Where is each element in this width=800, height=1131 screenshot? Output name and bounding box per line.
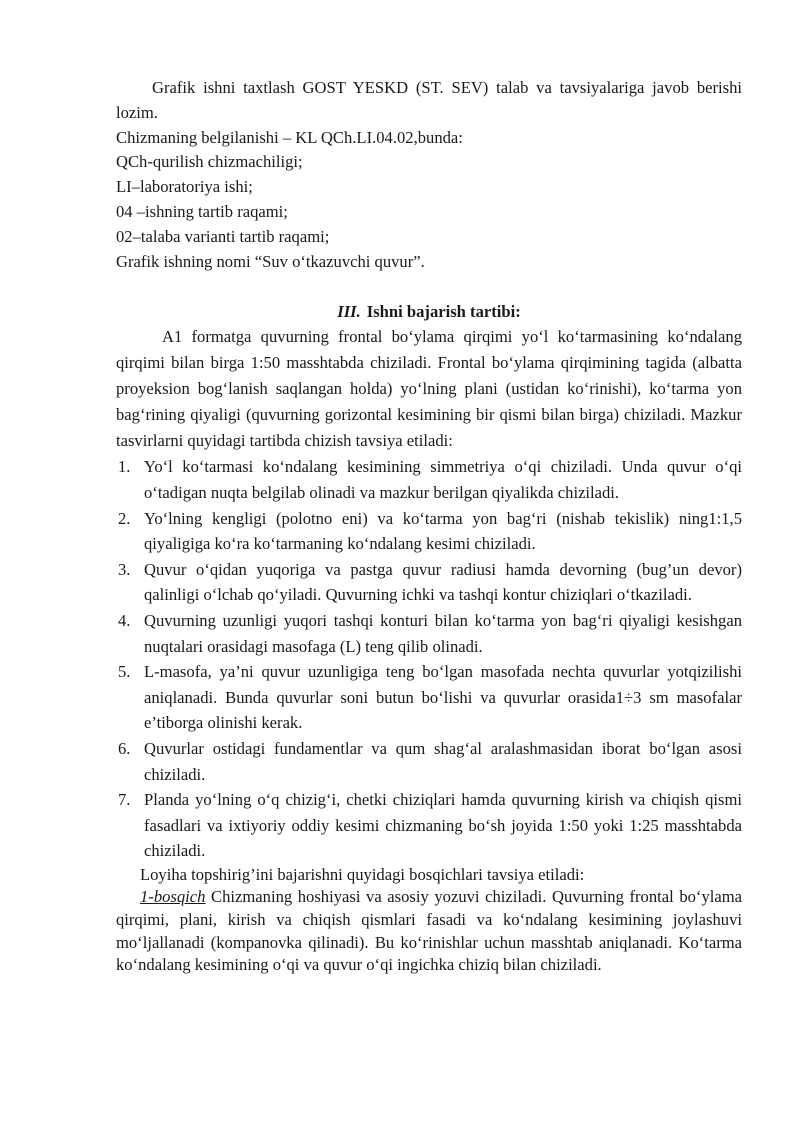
list-item [116, 557, 742, 608]
intro-line-02: 02–talaba varianti tartib raqami; [116, 226, 330, 246]
list-item-text: Planda yo‘lning o‘q chizig‘i, chetki chiziqlari hamda quvurning kirish va chiqish qismi fasadlari va ixtiyoriy oddiy kesimi chizmaning bo‘sh joyida 1:50 yoki 1:25 masshtabda chiziladi. [144, 790, 742, 861]
steps-list [116, 454, 742, 864]
list-item [116, 736, 742, 787]
list-item-number: 7. [118, 790, 131, 810]
stage-1-paragraph [116, 886, 742, 976]
list-item [116, 787, 742, 864]
intro-line-designation: Chizmaning belgilanishi – KL QCh.LI.04.02,bunda: [116, 127, 463, 147]
stages-intro: Loyiha topshirig’ini bajarishni quyidagi bosqichlari tavsiya etiladi: [140, 864, 585, 884]
section-title: Ishni bajarish tartibi: [366, 302, 521, 322]
section-number: III. [337, 302, 361, 322]
list-item-text: Quvur o‘qidan yuqoriga va pastga quvur radiusi hamda devorning (bug’un devor) qalinligi o‘lchab qo‘yiladi. Quvurning ichki va tashqi kontur chiziqlari o‘tkaziladi. [144, 559, 742, 605]
document-page [116, 76, 742, 977]
intro-line-qch: QCh-qurilish chizmachiligi; [116, 152, 303, 172]
intro-line-04: 04 –ishning tartib raqami; [116, 201, 288, 221]
stage-1-text: Chizmaning hoshiyasi va asosiy yozuvi chiziladi. Quvurning frontal bo‘ylama qirqimi, plani, kirish va chiqish qismlari fasadi va ko‘ndalang kesimining joylashuvi mo‘ljallanadi (kompanovka qilinadi). Bu ko‘rinishlar uchun masshtab aniqlanadi. Ko‘tarma ko‘ndalang kesimining o‘qi va quvur o‘qi ingichka chiziq bilan chiziladi. [116, 887, 742, 975]
intro-line-title: Grafik ishning nomi “Suv o‘tkazuvchi quvur”. [116, 251, 425, 271]
list-item-number: 4. [118, 610, 131, 630]
list-item [116, 454, 742, 505]
intro-line-li: LI–laboratoriya ishi; [116, 177, 253, 197]
section-heading [116, 300, 742, 324]
list-item [116, 608, 742, 659]
list-item [116, 659, 742, 736]
list-item-text: L-masofa, ya’ni quvur uzunligiga teng bo‘lgan masofada nechta quvurlar yotqizilishi aniqlanadi. Bunda quvurlar soni butun bo‘lishi va quvurlar orasida1÷3 sm masofalar e’tiborga olinishi kerak. [144, 662, 742, 733]
list-item-text: Yo‘lning kengligi (polotno eni) va ko‘tarma yon bag‘ri (nishab tekislik) ning1:1,5 qiyaligiga ko‘ra ko‘tarmaning ko‘ndalang kesimi chiziladi. [144, 508, 742, 554]
list-item [116, 506, 742, 557]
intro-block [116, 76, 742, 274]
list-item-text: Quvurlar ostidagi fundamentlar va qum shag‘al aralashmasidan iborat bo‘lgan asosi chiziladi. [144, 738, 742, 784]
main-paragraph: A1 formatga quvurning frontal bo‘ylama qirqimi yo‘l ko‘tarmasining ko‘ndalang qirqimi bilan birga 1:50 masshtabda chiziladi. Frontal bo‘ylama qirqimining tagida (albatta proyeksion bog‘lanish saqlangan holda) yo‘lning plani (ustidan ko‘rinishi), ko‘tarma yon bag‘rining qiyaligi (quvurning gorizontal kesimining bir qismi bilan birga) chiziladi. Mazkur tasvirlarni quyidagi tartibda chizish tavsiya etiladi: [116, 327, 742, 451]
list-item-text: Quvurning uzunligi yuqori tashqi konturi bilan ko‘tarma yon bag‘ri qiyaligi kesishgan nuqtalari orasidagi masofaga (L) teng qilib olinadi. [144, 610, 742, 656]
list-item-number: 5. [118, 662, 131, 682]
list-item-number: 6. [118, 738, 131, 758]
list-item-number: 3. [118, 559, 131, 579]
stages-block [116, 864, 742, 977]
list-item-text: Yo‘l ko‘tarmasi ko‘ndalang kesimining simmetriya o‘qi chiziladi. Unda quvur o‘qi o‘tadigan nuqta belgilab olinadi va mazkur berilgan qiyalikda chiziladi. [144, 457, 742, 502]
stage-1-label: 1-bosqich [140, 887, 206, 907]
list-item-number: 1. [118, 457, 131, 477]
list-item-number: 2. [118, 508, 131, 528]
intro-paragraph-gost: Grafik ishni taxtlash GOST YESKD (ST. SEV) talab va tavsiyalariga javob berishi lozim. [116, 78, 742, 122]
